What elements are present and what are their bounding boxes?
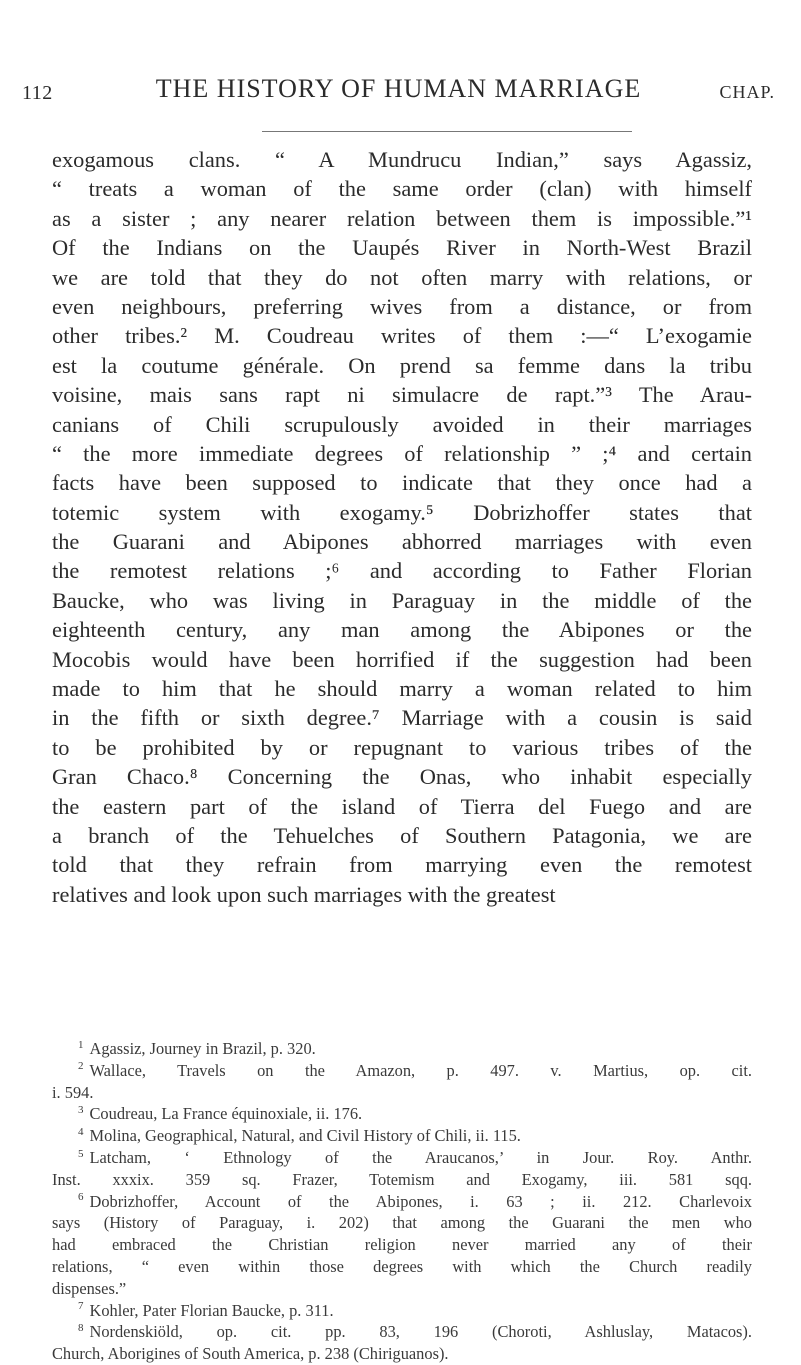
body-line: totemic system with exogamy.⁵ Dobrizhoffer states that — [52, 499, 752, 525]
footnote-marker: 7 — [78, 1300, 84, 1313]
footnote-text: i. 594. — [52, 1082, 94, 1102]
footnote-text: Church, Aborigines of South America, p. 238 (Chiriguanos). — [52, 1344, 449, 1364]
body-line: Mocobis would have been horrified if the suggestion had been — [52, 646, 752, 672]
footnote-text: Inst. xxxix. 359 sq. Frazer, Totemism and Exogamy, iii. 581 sqq. — [52, 1169, 752, 1189]
footnote-text: Nordenskiöld, op. cit. pp. 83, 196 (Choroti, Ashluslay, Matacos). — [89, 1322, 752, 1342]
footnote — [52, 1125, 752, 1147]
footnote-marker: 3 — [78, 1103, 84, 1116]
header-rule — [262, 131, 632, 132]
page-number: 112 — [22, 82, 53, 104]
footnote-marker: 6 — [78, 1191, 84, 1204]
footnotes — [52, 1038, 752, 1365]
footnote-continuation — [52, 1343, 752, 1365]
body-line: est la coutume générale. On prend sa femme dans la tribu — [52, 352, 752, 378]
body-line: the eastern part of the island of Tierra del Fuego and are — [52, 793, 752, 819]
footnote-marker: 5 — [78, 1147, 84, 1160]
footnote-continuation — [52, 1212, 752, 1234]
footnote-marker: 8 — [78, 1321, 84, 1334]
footnote-text: Agassiz, Journey in Brazil, p. 320. — [89, 1039, 316, 1058]
body-line: exogamous clans. “ A Mundrucu Indian,” says Agassiz, — [52, 147, 752, 172]
footnote — [52, 1060, 752, 1082]
body-line: Baucke, who was living in Paraguay in the middle of the — [52, 587, 752, 613]
body-line: a branch of the Tehuelches of Southern Patagonia, we are — [52, 822, 752, 848]
footnote-continuation — [52, 1169, 752, 1191]
footnote-text: Kohler, Pater Florian Baucke, p. 311. — [89, 1300, 334, 1320]
footnote-continuation — [52, 1278, 752, 1300]
footnote-text: Molina, Geographical, Natural, and Civil History of Chili, ii. 115. — [89, 1126, 521, 1146]
footnote — [52, 1147, 752, 1169]
body-line: relatives and look upon such marriages with the greatest — [52, 881, 556, 907]
body-line: eighteenth century, any man among the Abipones or the — [52, 617, 752, 643]
footnote-text: dispenses.” — [52, 1278, 127, 1298]
page-header — [22, 74, 775, 114]
footnote — [52, 1321, 752, 1343]
body-line: other tribes.² M. Coudreau writes of them :—“ L’exogamie — [52, 323, 752, 349]
footnote-continuation — [52, 1256, 752, 1278]
footnote-text: Latcham, ‘ Ethnology of the Araucanos,’ in Jour. Roy. Anthr. — [89, 1147, 752, 1167]
footnote-continuation — [52, 1234, 752, 1256]
footnote-marker: 4 — [78, 1125, 84, 1138]
body-line: in the fifth or sixth degree.⁷ Marriage with a cousin is said — [52, 705, 752, 731]
footnote-marker: 2 — [78, 1060, 84, 1073]
body-line: canians of Chili scrupulously avoided in their marriages — [52, 411, 752, 437]
body-line: the remotest relations ;⁶ and according to Father Florian — [52, 558, 752, 584]
footnote-text: relations, “ even within those degrees with which the Church readily — [52, 1256, 752, 1276]
footnote — [52, 1103, 752, 1125]
footnote-continuation — [52, 1082, 752, 1104]
footnote — [52, 1300, 752, 1322]
footnote-marker: 1 — [78, 1038, 84, 1051]
chapter-label: CHAP. — [719, 82, 775, 102]
footnote — [52, 1191, 752, 1213]
footnote-text: Wallace, Travels on the Amazon, p. 497. v. Martius, op. cit. — [89, 1060, 752, 1080]
footnote-text: says (History of Paraguay, i. 202) that among the Guarani the men who — [52, 1213, 752, 1233]
body-line: “ the more immediate degrees of relationship ” ;⁴ and certain — [52, 440, 752, 466]
body-line: even neighbours, preferring wives from a distance, or from — [52, 293, 752, 319]
body-line: we are told that they do not often marry with relations, or — [52, 264, 752, 290]
footnote-text: had embraced the Christian religion never married any of their — [52, 1235, 752, 1255]
body-line: “ treats a woman of the same order (clan) with himself — [52, 176, 752, 202]
body-line: to be prohibited by or repugnant to various tribes of the — [52, 734, 752, 760]
running-title: THE HISTORY OF HUMAN MARRIAGE — [155, 74, 642, 103]
body-line: as a sister ; any nearer relation between them is impossible.”¹ — [52, 205, 752, 231]
body-text — [52, 145, 752, 909]
body-line: Gran Chaco.⁸ Concerning the Onas, who inhabit especially — [52, 764, 752, 790]
body-line: facts have been supposed to indicate that they once had a — [52, 470, 752, 496]
footnote-text: Dobrizhoffer, Account of the Abipones, i. 63 ; ii. 212. Charlevoix — [89, 1191, 752, 1211]
body-line: told that they refrain from marrying even the remotest — [52, 852, 752, 878]
body-line: made to him that he should marry a woman related to him — [52, 676, 752, 702]
footnote — [52, 1038, 752, 1060]
body-line: the Guarani and Abipones abhorred marriages with even — [52, 529, 752, 555]
body-line: Of the Indians on the Uaupés River in North-West Brazil — [52, 235, 752, 261]
body-line: voisine, mais sans rapt ni simulacre de rapt.”³ The Arau- — [52, 382, 752, 408]
footnote-text: Coudreau, La France équinoxiale, ii. 176. — [89, 1104, 363, 1124]
